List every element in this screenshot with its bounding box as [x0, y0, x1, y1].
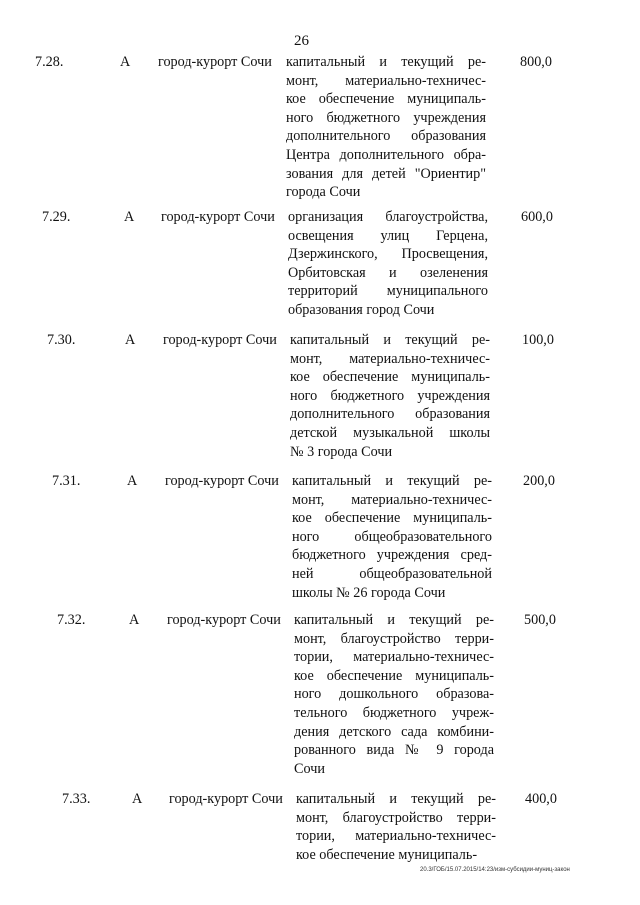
item-description	[286, 53, 486, 202]
item-number: 7.28.	[35, 54, 64, 70]
description-line: ного общеобразовательного	[292, 528, 492, 545]
description-line: ней общеобразовательной	[292, 565, 492, 582]
item-amount: 400,0	[525, 791, 557, 807]
item-description	[294, 611, 494, 778]
description-line: зования для детей "Ориентир"	[286, 165, 486, 182]
description-line: освещения улиц Герцена,	[288, 227, 488, 244]
description-line: дения детского сада комбини-	[294, 723, 494, 740]
description-line: № 3 города Сочи	[290, 443, 393, 460]
item-description	[288, 208, 488, 320]
description-line: монт, материально-техничес-	[292, 491, 492, 508]
description-line: монт, благоустройство терри-	[296, 809, 496, 826]
description-line: ного дошкольного образова-	[294, 686, 494, 703]
description-line: капитальный и текущий ре-	[286, 54, 486, 70]
description-line: дополнительного образования	[286, 128, 486, 145]
item-category: А	[120, 54, 131, 70]
description-line: монт, материально-техничес-	[290, 350, 490, 367]
item-municipality: город-курорт Сочи	[169, 791, 283, 807]
description-line: города Сочи	[286, 184, 361, 201]
description-line: ного бюджетного учреждения	[286, 109, 486, 126]
item-category: А	[127, 473, 138, 489]
description-line: капитальный и текущий ре-	[290, 332, 490, 348]
item-municipality: город-курорт Сочи	[163, 332, 277, 348]
description-line: бюджетного учреждения сред-	[292, 547, 492, 564]
description-line: монт, благоустройство терри-	[294, 630, 494, 647]
description-line: тории, материально-техничес-	[294, 649, 494, 666]
description-line: школы № 26 города Сочи	[292, 584, 446, 601]
description-line: образования город Сочи	[288, 301, 435, 318]
item-category: А	[125, 332, 136, 348]
description-line: Орбитовская и озеленения	[288, 264, 488, 281]
item-category: А	[129, 612, 140, 628]
item-municipality: город-курорт Сочи	[165, 473, 279, 489]
description-line: капитальный и текущий ре-	[292, 473, 492, 489]
item-number: 7.29.	[42, 209, 71, 225]
description-line: капитальный и текущий ре-	[296, 791, 496, 807]
description-line: тории, материально-техничес-	[296, 828, 496, 845]
description-line: территорий муниципального	[288, 283, 488, 300]
description-line: ного бюджетного учреждения	[290, 387, 490, 404]
item-description	[290, 331, 490, 461]
item-amount: 200,0	[523, 473, 555, 489]
item-municipality: город-курорт Сочи	[161, 209, 275, 225]
description-line: тельного бюджетного учреж-	[294, 704, 494, 721]
description-line: кое обеспечение муниципаль-	[292, 510, 492, 527]
item-number: 7.32.	[57, 612, 86, 628]
description-line: кое обеспечение муниципаль-	[290, 369, 490, 386]
description-line: Дзержинского, Просвещения,	[288, 246, 488, 263]
description-line: Центра дополнительного обра-	[286, 146, 486, 163]
footer-stamp: 20.3/ГОБ/15.07.2015/14:23/изм-субсидии-муниц-закон	[420, 867, 570, 873]
description-line: кое обеспечение муниципаль-	[286, 91, 486, 108]
page-number: 26	[294, 33, 309, 49]
description-line: кое обеспечение муниципаль-	[296, 846, 478, 863]
item-amount: 800,0	[520, 54, 552, 70]
description-line: детской музыкальной школы	[290, 424, 490, 441]
item-number: 7.30.	[47, 332, 76, 348]
item-municipality: город-курорт Сочи	[167, 612, 281, 628]
item-description	[296, 790, 496, 864]
description-line: рованного вида № 9 города	[294, 742, 494, 759]
item-amount: 100,0	[522, 332, 554, 348]
item-category: А	[132, 791, 143, 807]
item-description	[292, 472, 492, 602]
description-line: Сочи	[294, 760, 325, 777]
description-line: монт, материально-техничес-	[286, 72, 486, 89]
item-amount: 600,0	[521, 209, 553, 225]
description-line: кое обеспечение муниципаль-	[294, 667, 494, 684]
item-category: А	[124, 209, 135, 225]
item-municipality: город-курорт Сочи	[158, 54, 272, 70]
item-amount: 500,0	[524, 612, 556, 628]
item-number: 7.31.	[52, 473, 81, 489]
description-line: капитальный и текущий ре-	[294, 612, 494, 628]
description-line: дополнительного образования	[290, 406, 490, 423]
description-line: организация благоустройства,	[288, 209, 488, 225]
item-number: 7.33.	[62, 791, 91, 807]
